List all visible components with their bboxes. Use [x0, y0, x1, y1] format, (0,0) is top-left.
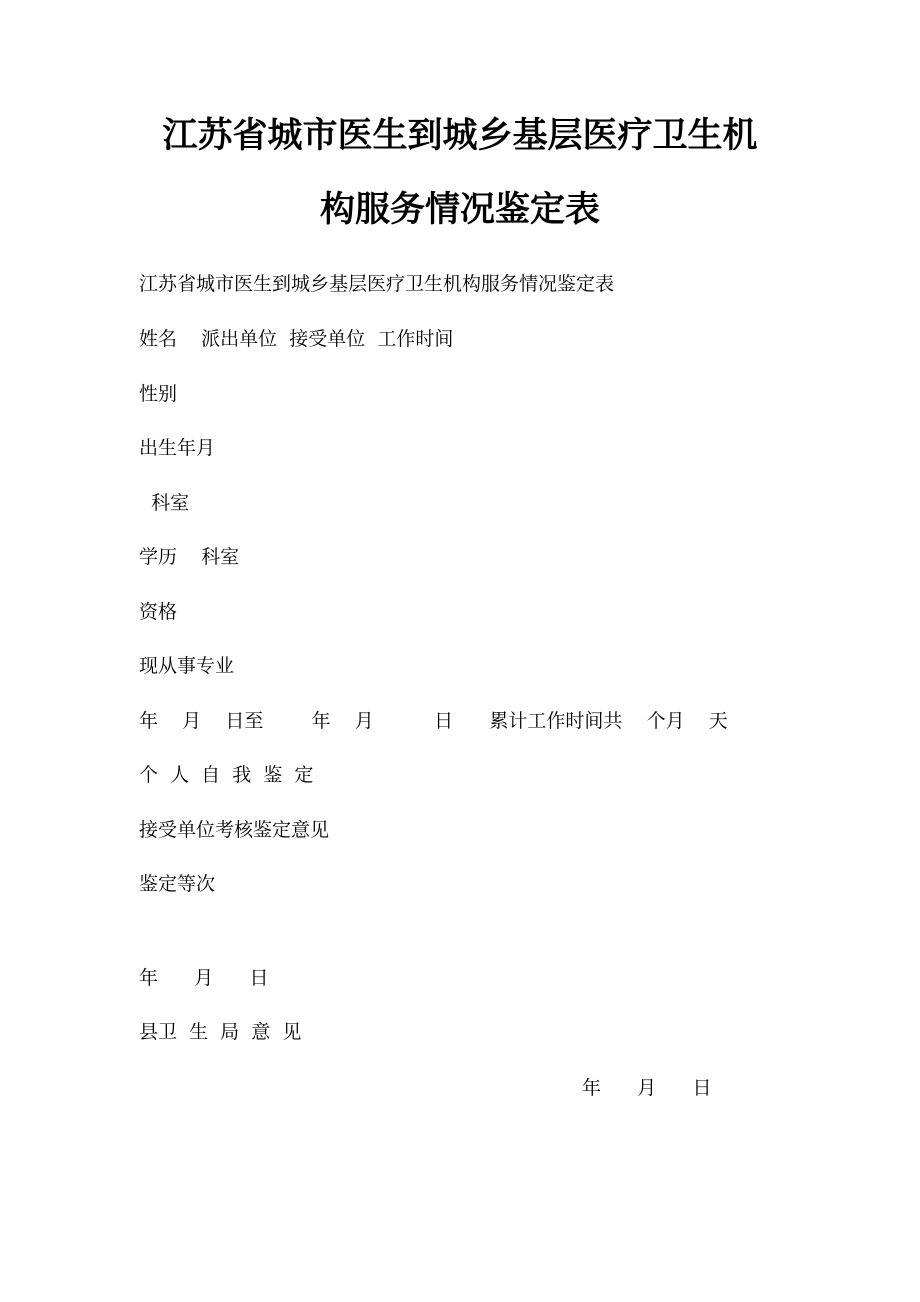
header-fields-row: 姓名 派出单位 接受单位 工作时间 [139, 328, 454, 350]
document-title-line-2: 构服务情况鉴定表 [319, 190, 600, 230]
birth-date-label: 出生年月 [139, 437, 216, 459]
work-period-row: 年 月 日至 年 月 日 累计工作时间共 个月 天 [139, 710, 728, 732]
date-line-1: 年 月 日 [139, 967, 269, 989]
education-department-row: 学历 科室 [139, 546, 240, 568]
receiving-unit-opinion-label: 接受单位考核鉴定意见 [139, 819, 330, 841]
form-subtitle: 江苏省城市医生到城乡基层医疗卫生机构服务情况鉴定表 [139, 273, 615, 295]
gender-label: 性别 [139, 383, 178, 405]
assessment-grade-label: 鉴定等次 [139, 873, 216, 895]
county-health-bureau-opinion-label: 县卫 生 局 意 见 [139, 1021, 302, 1043]
self-assessment-label: 个 人 自 我 鉴 定 [139, 764, 314, 786]
document-title-line-1: 江苏省城市医生到城乡基层医疗卫生机 [162, 116, 758, 156]
qualification-label: 资格 [139, 601, 178, 623]
department-label: 科室 [139, 492, 190, 514]
current-specialty-label: 现从事专业 [139, 655, 235, 677]
date-line-2: 年 月 日 [582, 1077, 712, 1099]
